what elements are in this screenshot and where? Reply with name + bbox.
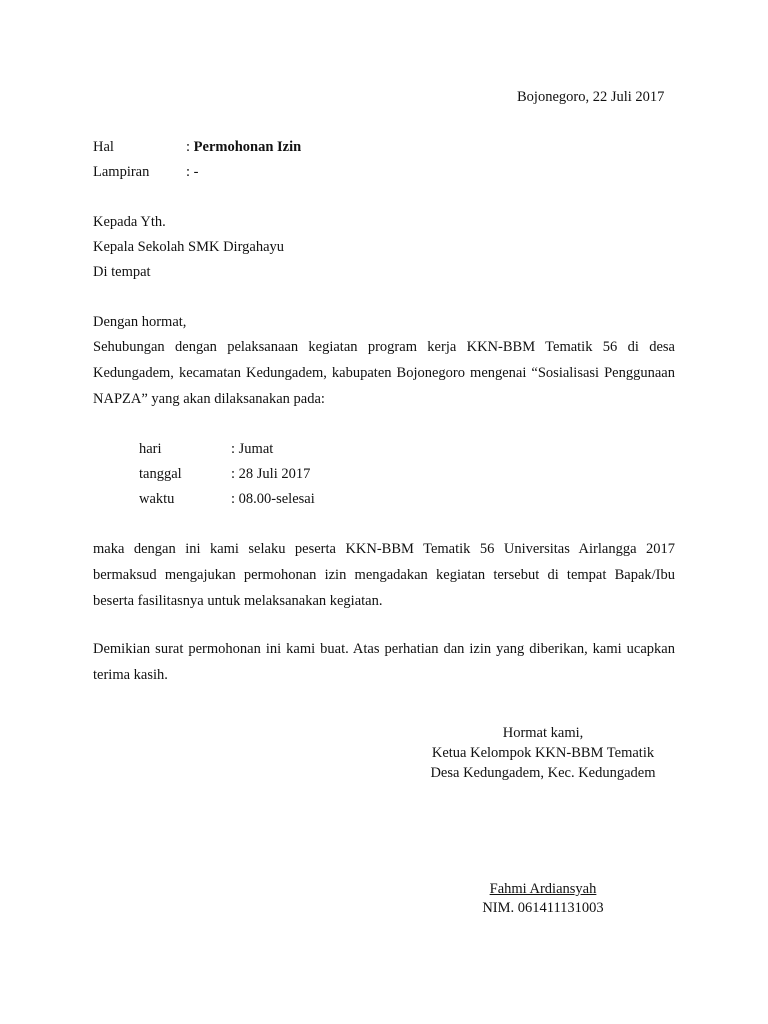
paragraph-closing-text: Demikian surat permohonan ini kami buat. Atas perhatian dan izin yang diberikan, kami ucapkan terima kasih. [93,641,675,683]
paragraph-request [93,536,675,614]
signer-name: Fahmi Ardiansyah [489,881,597,897]
paragraph-closing [93,636,675,688]
paragraph-intro [93,334,675,412]
detail-value-tanggal: : 28 Juli 2017 [231,466,311,482]
closing-line2: Ketua Kelompok KKN-BBM Tematik [431,745,655,761]
closing-line1: Hormat kami, [502,725,584,741]
detail-label-waktu: waktu [139,491,175,507]
paragraph-intro-text: Sehubungan dengan pelaksanaan kegiatan program kerja KKN-BBM Tematik 56 di desa Kedungadem, kecamatan Kedungadem, kabupaten Bojonegoro mengenai “Sosialisasi Penggunaan NAPZA” yang akan dilaksanakan pada: [93,339,675,407]
hal-label: Hal [93,139,114,155]
signer-nim: NIM. 061411131003 [482,900,604,916]
place-date: Bojonegoro, 22 Juli 2017 [517,89,665,105]
hal-value: Permohonan Izin [193,139,302,155]
recipient-line3: Di tempat [93,264,151,280]
signer-name-wrap [432,880,654,898]
hal-separator: : [186,139,194,155]
detail-label-tanggal: tanggal [139,466,182,482]
recipient-line2: Kepala Sekolah SMK Dirgahayu [93,239,285,255]
detail-value-hari: : Jumat [231,441,274,457]
detail-label-hari: hari [139,441,162,457]
closing-line3: Desa Kedungadem, Kec. Kedungadem [430,765,656,781]
lampiran-value: : - [186,164,199,180]
detail-value-waktu: : 08.00-selesai [231,491,315,507]
lampiran-label: Lampiran [93,164,150,180]
recipient-line1: Kepada Yth. [93,214,166,230]
paragraph-request-text: maka dengan ini kami selaku peserta KKN-BBM Tematik 56 Universitas Airlangga 2017 bermaksud mengajukan permohonan izin mengadakan kegiatan tersebut di tempat Bapak/Ibu beserta fasilitasnya untuk melaksanakan kegiatan. [93,541,675,609]
hal-value-line [186,138,301,156]
greeting: Dengan hormat, [93,314,187,330]
